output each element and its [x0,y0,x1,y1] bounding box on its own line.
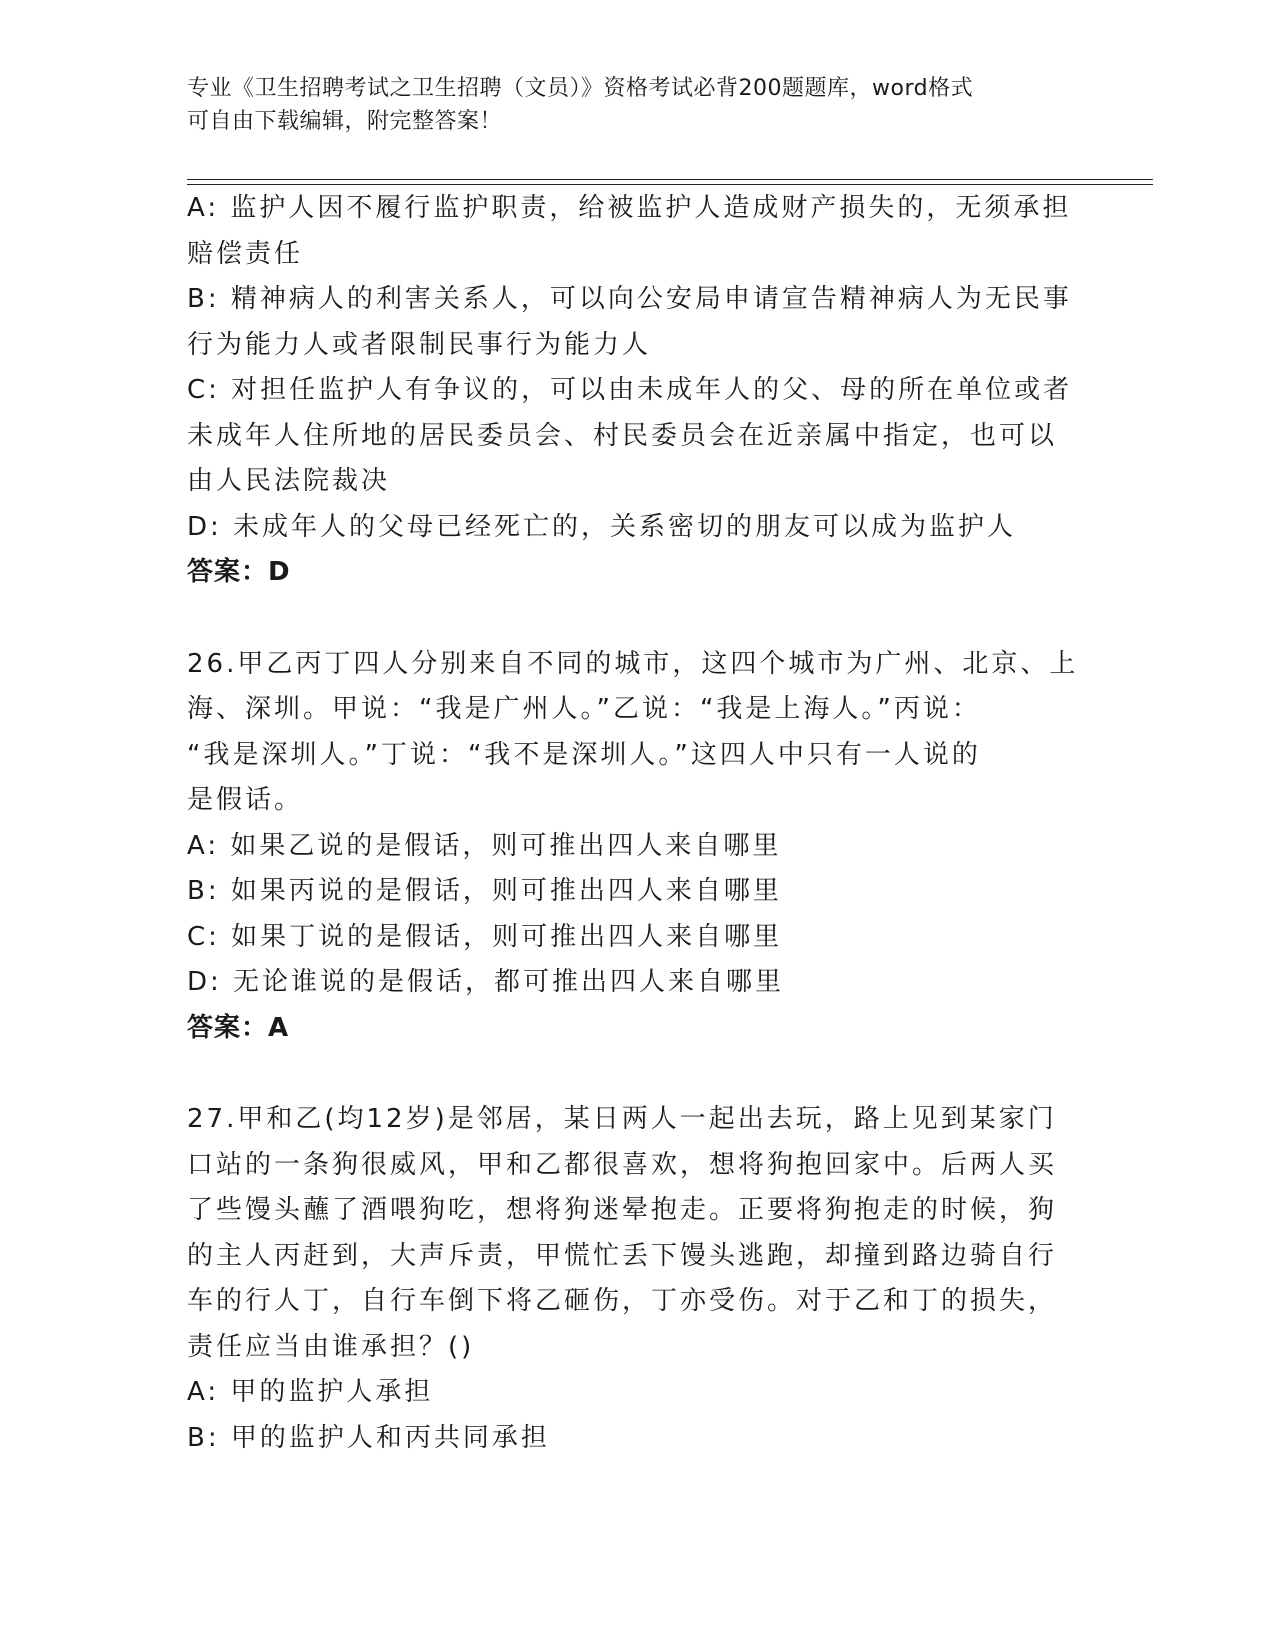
header-divider-bottom [187,184,1153,185]
question-stem-line: 海、深圳。甲说：“我是广州人。”乙说：“我是上海人。”丙说： [187,694,981,724]
question-stem-line: 车的行人丁，自行车倒下将乙砸伤，丁亦受伤。对于乙和丁的损失， [187,1286,1058,1316]
option-b-line-2: 行为能力人或者限制民事行为能力人 [187,329,652,360]
question-stem-line: 的主人丙赶到，大声斥责，甲慌忙丢下馒头逃跑，却撞到路边骑自行 [187,1240,1058,1271]
question-stem-line: 26.甲乙丙丁四人分别来自不同的城市，这四个城市为广州、北京、上 [187,648,1079,679]
option-a-line-2: 赔偿责任 [187,238,304,269]
header-line-2: 可自由下载编辑，附完整答案！ [187,109,503,134]
question-25 [187,186,1087,596]
question-stem-line: “我是深圳人。”丁说：“我不是深圳人。”这四人中只有一人说的 [187,739,981,770]
question-stem-line: 责任应当由谁承担？() [187,1331,475,1362]
spacer [187,1051,1087,1097]
question-stem-line: 27.甲和乙(均12岁)是邻居，某日两人一起出去玩，路上见到某家门 [187,1104,1057,1134]
option-b: B: 如果丙说的是假话，则可推出四人来自哪里 [187,876,782,906]
question-stem-line: 口站的一条狗很威风，甲和乙都很喜欢，想将狗抱回家中。后两人买 [187,1149,1058,1180]
spacer [187,596,1087,642]
option-a: A: 甲的监护人承担 [187,1377,434,1407]
option-b: B: 甲的监护人和丙共同承担 [187,1422,550,1453]
answer-26: 答案：A [187,1012,290,1043]
header-divider-top [187,179,1153,180]
option-a: A: 如果乙说的是假话，则可推出四人来自哪里 [187,830,782,861]
question-26 [187,642,1087,1052]
option-a-line-1: A: 监护人因不履行监护职责，给被监护人造成财产损失的，无须承担 [187,193,1072,223]
option-c-line-2: 未成年人住所地的居民委员会、村民委员会在近亲属中指定，也可以 [187,420,1058,451]
question-stem-line: 是假话。 [187,785,304,815]
option-c: C: 如果丁说的是假话，则可推出四人来自哪里 [187,921,783,952]
option-b-line-1: B: 精神病人的利害关系人，可以向公安局申请宣告精神病人为无民事 [187,284,1072,314]
option-c-line-1: C: 对担任监护人有争议的，可以由未成年人的父、母的所在单位或者 [187,375,1073,405]
question-stem-line: 了些馒头蘸了酒喂狗吃，想将狗迷晕抱走。正要将狗抱走的时候，狗 [187,1195,1058,1225]
question-27 [187,1097,1087,1461]
option-c-line-3: 由人民法院裁决 [187,466,391,496]
header-line-1: 专业《卫生招聘考试之卫生招聘（文员）》资格考试必背200题题库，word格式 [187,76,974,101]
option-d: D: 无论谁说的是假话，都可推出四人来自哪里 [187,967,785,997]
document-header [187,72,1067,138]
answer-25: 答案：D [187,557,291,587]
document-body [187,186,1087,1461]
option-d-line-1: D: 未成年人的父母已经死亡的，关系密切的朋友可以成为监护人 [187,511,1017,542]
